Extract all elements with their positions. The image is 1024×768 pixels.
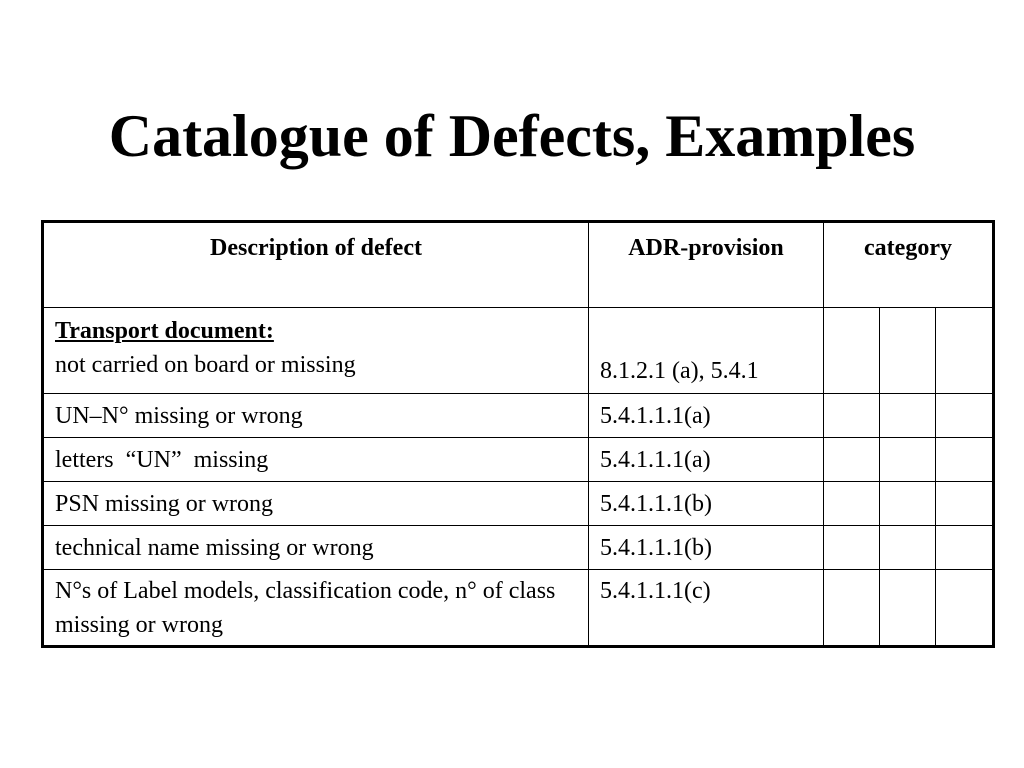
category-cell-1 (824, 482, 880, 526)
slide-title: Catalogue of Defects, Examples (108, 103, 916, 169)
defects-table (41, 220, 995, 648)
header-provision: ADR-provision (589, 222, 824, 308)
defect-description: letters “UN” missing (43, 438, 589, 482)
category-cell-1 (824, 570, 880, 647)
provision-cell (589, 308, 824, 394)
category-cell-2 (880, 526, 936, 570)
adr-provision: 5.4.1.1.1(a) (589, 394, 824, 438)
adr-provision: 8.1.2.1 (a), 5.4.1 (600, 358, 759, 384)
category-cell-3 (936, 570, 994, 647)
table-row (43, 482, 994, 526)
adr-provision: 5.4.1.1.1(c) (589, 570, 824, 647)
category-cell-2 (880, 308, 936, 394)
adr-provision: 5.4.1.1.1(b) (589, 482, 824, 526)
table-header-row (43, 222, 994, 308)
defect-description: technical name missing or wrong (43, 526, 589, 570)
table-row (43, 308, 994, 394)
adr-provision: 5.4.1.1.1(a) (589, 438, 824, 482)
table-row (43, 526, 994, 570)
category-cell-3 (936, 482, 994, 526)
section-heading: Transport document: (55, 318, 274, 344)
header-description: Description of defect (43, 222, 589, 308)
category-cell-1 (824, 308, 880, 394)
category-cell-3 (936, 438, 994, 482)
category-cell-1 (824, 394, 880, 438)
category-cell-3 (936, 526, 994, 570)
table-row (43, 394, 994, 438)
category-cell-3 (936, 394, 994, 438)
category-cell-1 (824, 526, 880, 570)
category-cell-2 (880, 482, 936, 526)
table-row (43, 438, 994, 482)
header-category: category (824, 222, 994, 308)
adr-provision: 5.4.1.1.1(b) (589, 526, 824, 570)
table-row (43, 570, 994, 647)
category-cell-2 (880, 394, 936, 438)
category-cell-3 (936, 308, 994, 394)
defect-description: UN–N° missing or wrong (43, 394, 589, 438)
description-cell (43, 308, 589, 394)
defect-description: not carried on board or missing (55, 352, 356, 378)
category-cell-2 (880, 570, 936, 647)
category-cell-2 (880, 438, 936, 482)
defect-description: N°s of Label models, classification code, n° of class missing or wrong (43, 570, 589, 647)
category-cell-1 (824, 438, 880, 482)
defect-description: PSN missing or wrong (43, 482, 589, 526)
